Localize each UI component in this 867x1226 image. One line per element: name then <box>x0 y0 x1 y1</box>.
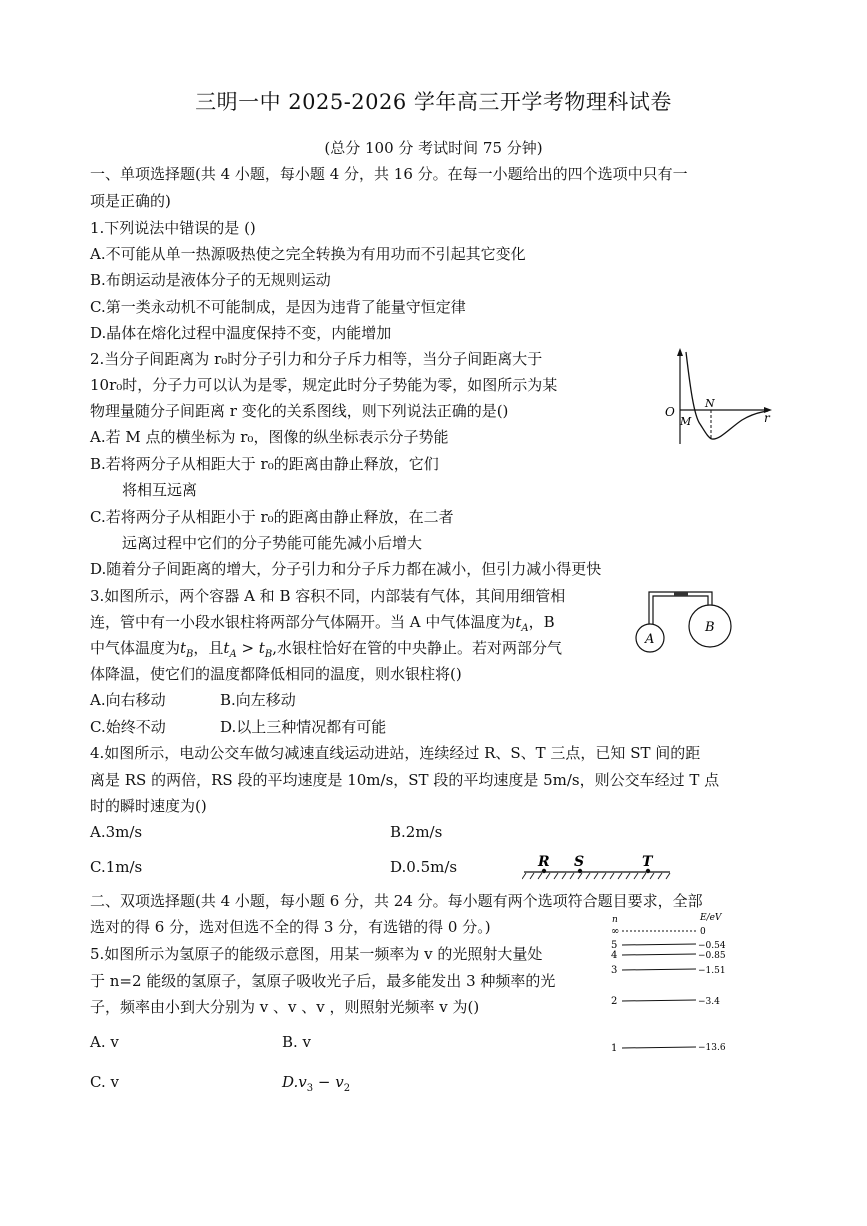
q3-line-3-end: 水银柱恰好在管的中央静止。若对两部分气 <box>276 639 562 657</box>
q2-option-c: C.若将两分子从相距小于 r₀的距离由静止释放，在二者 <box>90 508 454 526</box>
container-a-label: A <box>645 632 655 647</box>
q5-option-d-sub3: 3 <box>306 1083 314 1094</box>
level-e-3: −1.51 <box>698 966 726 976</box>
level-n-4: 4 <box>611 950 618 961</box>
q2-line-2: 10r₀时，分子力可以认为是零，规定此时分子势能为零，如图所示为某 <box>90 376 558 394</box>
level-e-4: −0.85 <box>698 951 726 961</box>
q1-option-a: A.不可能从单一热源吸热使之完全转换为有用功而不引起其它变化 <box>90 245 526 263</box>
level-n-5: 5 <box>611 940 618 951</box>
level-e-inf: 0 <box>700 927 706 937</box>
q3-ta-sub: A <box>521 623 529 634</box>
level-e-2: −3.4 <box>698 997 720 1007</box>
q3-ineq-ta: t <box>223 639 230 657</box>
q2-option-b-cont: 将相互远离 <box>122 481 198 499</box>
q2-line-1: 2.当分子间距离为 r₀时分子引力和分子斥力相等，当分子间距离大于 <box>90 350 543 368</box>
section1-header-line2: 项是正确的) <box>90 192 171 210</box>
q4-option-c: C.1m/s <box>90 858 143 876</box>
q5-line-1: 5.如图所示为氢原子的能级示意图，用某一频率为 v 的光照射大量处 <box>90 945 543 963</box>
q3-ineq-ta-sub: A <box>229 649 237 660</box>
q4-line-3: 时的瞬时速度为() <box>90 797 207 815</box>
q4-option-b: B.2m/s <box>390 823 443 841</box>
page-title: 三明一中 2025-2026 学年高三开学考物理科试卷 <box>195 90 672 114</box>
q3-line-2 <box>90 612 555 639</box>
q3-line-3-text: 中气体温度为 <box>90 639 181 657</box>
q3-line-1: 3.如图所示，两个容器 A 和 B 容积不同，内部装有气体，其间用细管相 <box>90 587 566 605</box>
origin-label: O <box>665 405 675 419</box>
q4-line-2: 离是 RS 的两倍，RS 段的平均速度是 10m/s，ST 段的平均速度是 5m/s，则公交车经过 T 点 <box>90 771 720 789</box>
q3-option-b: B.向左移动 <box>220 691 296 709</box>
point-t-label: T <box>642 854 653 870</box>
exam-info: (总分 100 分 考试时间 75 分钟) <box>324 139 543 157</box>
q2-line-3: 物理量随分子间距离 r 变化的关系图线，则下列说法正确的是() <box>90 402 509 420</box>
section1-header-line1: 一、单项选择题(共 4 小题，每小题 4 分，共 16 分。在每一小题给出的四个选项中只有一 <box>90 165 688 183</box>
e-axis-label: E/eV <box>700 913 722 923</box>
q2-option-d: D.随着分子间距离的增大，分子引力和分子斥力都在减小，但引力减小得更快 <box>90 560 602 578</box>
q5-option-d <box>282 1072 350 1099</box>
q5-line-3: 子，频率由小到大分别为 v 、v 、v ，则照射光频率 v 为() <box>90 998 480 1016</box>
q3-ineq-tb-sub: B <box>264 649 273 660</box>
point-n-label: N <box>705 397 715 410</box>
level-e-1: −13.6 <box>698 1043 726 1053</box>
level-n-1: 1 <box>611 1043 618 1054</box>
q5-option-d-minus: − <box>313 1073 336 1091</box>
level-n-2: 2 <box>611 996 618 1007</box>
section2-header-line1: 二、双项选择题(共 4 小题，每小题 6 分，共 24 分。每小题有两个选项符合题目要求，全部 <box>90 892 703 910</box>
q3-line-4: 体降温，使它们的温度都降低相同的温度，则水银柱将() <box>90 665 462 683</box>
q3-ineq-gt: > <box>236 639 259 657</box>
q3-line-3-mid: ，且 <box>193 639 224 657</box>
point-m-label: M <box>680 415 692 428</box>
container-b-label: B <box>705 620 715 635</box>
q3-tb: t <box>180 639 187 657</box>
q1-option-d: D.晶体在熔化过程中温度保持不变，内能增加 <box>90 324 392 342</box>
q4-line-1: 4.如图所示，电动公交车做匀减速直线运动进站，连续经过 R、S、T 三点，已知 ST 间的距 <box>90 744 701 762</box>
q2-option-a: A.若 M 点的横坐标为 r₀，图像的纵坐标表示分子势能 <box>90 428 449 446</box>
q3-option-a: A.向右移动 <box>90 691 166 709</box>
q3-line-3 <box>90 638 562 665</box>
q5-option-d-v2: v <box>335 1073 344 1091</box>
q3-tb-sub: B <box>186 649 194 660</box>
q5-option-d-prefix: D. <box>282 1073 299 1091</box>
q5-line-2: 于 n=2 能级的氢原子，氢原子吸收光子后，最多能发出 3 种频率的光 <box>90 972 556 990</box>
q3-ineq-tb: t <box>258 639 265 657</box>
point-s-label: S <box>574 854 585 870</box>
q5-option-d-v3: v <box>298 1073 307 1091</box>
level-n-3: 3 <box>611 965 618 976</box>
q3-option-d: D.以上三种情况都有可能 <box>220 718 387 736</box>
road-figure <box>522 852 672 882</box>
q4-option-a: A.3m/s <box>90 823 143 841</box>
energy-level-diagram <box>608 910 738 1056</box>
q3-line-2-end: ，B <box>528 613 555 631</box>
q1-option-c: C.第一类永动机不可能制成，是因为违背了能量守恒定律 <box>90 298 466 316</box>
q3-ta: t <box>515 613 522 631</box>
q1-stem: 1.下列说法中错误的是 () <box>90 219 256 237</box>
q3-option-c: C.始终不动 <box>90 718 166 736</box>
q1-option-b: B.布朗运动是液体分子的无规则运动 <box>90 271 331 289</box>
q2-option-b: B.若将两分子从相距大于 r₀的距离由静止释放，它们 <box>90 455 439 473</box>
containers-figure <box>632 582 762 656</box>
n-axis-label: n <box>612 915 618 925</box>
molecular-force-graph <box>660 346 780 450</box>
q5-option-a: A. v <box>90 1033 119 1051</box>
q3-comma: , <box>272 639 277 657</box>
q5-option-b: B. v <box>282 1033 312 1051</box>
section2-header-line2: 选对的得 6 分，选对但选不全的得 3 分，有选错的得 0 分。) <box>90 918 491 936</box>
q4-option-d: D.0.5m/s <box>390 858 458 876</box>
q5-option-c: C. v <box>90 1073 119 1091</box>
q3-line-2-text: 连，管中有一小段水银柱将两部分气体隔开。当 A 中气体温度为 <box>90 613 516 631</box>
level-n-inf: ∞ <box>611 926 620 937</box>
q2-option-c-cont: 远离过程中它们的分子势能可能先减小后增大 <box>122 534 423 552</box>
q5-option-d-sub2: 2 <box>343 1083 351 1094</box>
point-r-label: R <box>538 854 550 870</box>
level-e-5: −0.54 <box>698 941 726 951</box>
axis-r-label: r <box>764 411 770 425</box>
